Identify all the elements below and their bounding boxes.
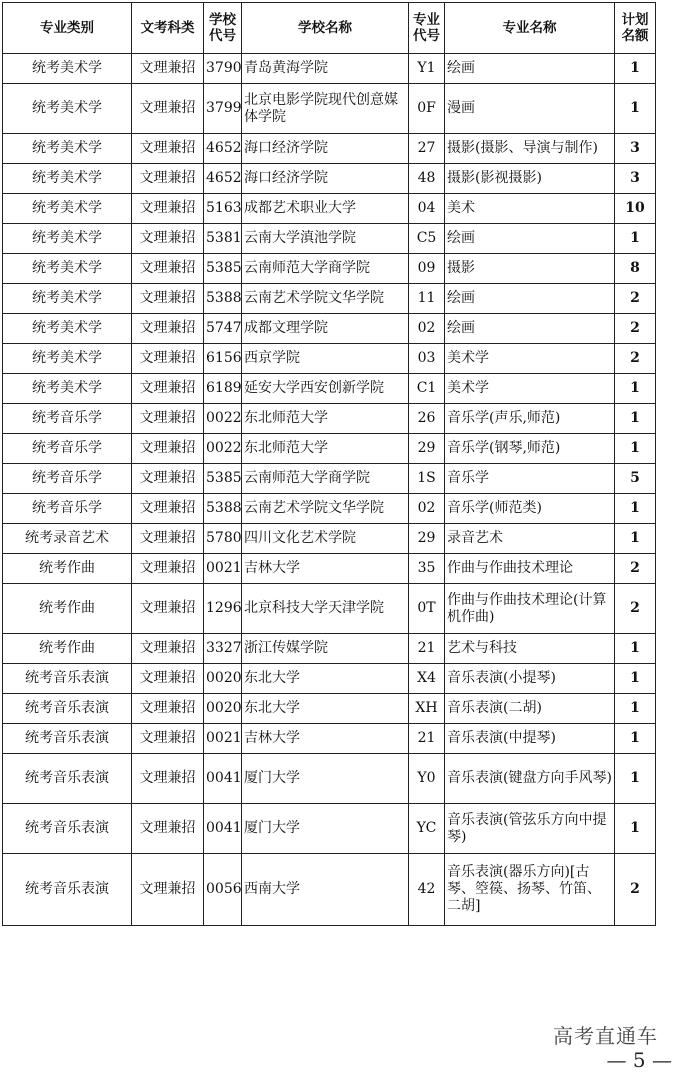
cell-school-code: 5385 [204,254,242,284]
cell-major-code: 1S [409,464,445,494]
cell-major-name: 作曲与作曲技术理论 [445,554,615,584]
cell-school-code: 0020 [204,664,242,694]
cell-category: 统考美术学 [3,344,132,374]
cell-category: 统考音乐学 [3,434,132,464]
cell-school-code: 5747 [204,314,242,344]
table-row [3,634,656,664]
table-row [3,854,656,926]
cell-major-name: 音乐表演(器乐方向)[古琴、箜篌、扬琴、竹笛、二胡] [445,854,615,926]
header-school-name: 学校名称 [242,3,409,54]
cell-major-code: 11 [409,284,445,314]
cell-subject: 文理兼招 [132,284,204,314]
table-row [3,314,656,344]
cell-major-name: 绘画 [445,224,615,254]
cell-major-code: XH [409,694,445,724]
cell-school-name: 延安大学西安创新学院 [242,374,409,404]
cell-category: 统考音乐学 [3,464,132,494]
table-header-row [3,3,656,54]
cell-quota: 3 [615,134,656,164]
cell-quota: 1 [615,434,656,464]
header-major-name: 专业名称 [445,3,615,54]
cell-school-code: 5388 [204,284,242,314]
cell-major-name: 绘画 [445,314,615,344]
cell-quota: 1 [615,634,656,664]
cell-subject: 文理兼招 [132,164,204,194]
header-category: 专业类别 [3,3,132,54]
cell-school-code: 0021 [204,554,242,584]
cell-subject: 文理兼招 [132,344,204,374]
cell-major-name: 音乐表演(中提琴) [445,724,615,754]
cell-major-code: 27 [409,134,445,164]
cell-major-name: 绘画 [445,284,615,314]
cell-subject: 文理兼招 [132,634,204,664]
cell-school-code: 5163 [204,194,242,224]
cell-school-name: 西南大学 [242,854,409,926]
table-row [3,694,656,724]
cell-school-name: 北京电影学院现代创意媒体学院 [242,84,409,134]
cell-quota: 1 [615,754,656,804]
cell-school-code: 6156 [204,344,242,374]
cell-major-code: 42 [409,854,445,926]
table-row [3,164,656,194]
table-row [3,194,656,224]
cell-quota: 2 [615,344,656,374]
cell-subject: 文理兼招 [132,404,204,434]
cell-quota: 3 [615,164,656,194]
table-row [3,804,656,854]
cell-major-code: 03 [409,344,445,374]
cell-quota: 8 [615,254,656,284]
cell-major-name: 漫画 [445,84,615,134]
cell-category: 统考音乐表演 [3,804,132,854]
cell-major-code: Y0 [409,754,445,804]
cell-school-name: 东北师范大学 [242,434,409,464]
table-row [3,464,656,494]
cell-school-name: 云南艺术学院文华学院 [242,284,409,314]
header-school-code: 学校 代号 [204,3,242,54]
cell-major-name: 美术 [445,194,615,224]
cell-school-code: 0022 [204,434,242,464]
cell-subject: 文理兼招 [132,694,204,724]
cell-school-name: 海口经济学院 [242,164,409,194]
cell-quota: 1 [615,54,656,84]
cell-school-name: 东北师范大学 [242,404,409,434]
cell-school-code: 4652 [204,134,242,164]
cell-major-code: 48 [409,164,445,194]
cell-school-name: 北京科技大学天津学院 [242,584,409,634]
cell-major-name: 音乐学 [445,464,615,494]
cell-school-code: 5780 [204,524,242,554]
cell-subject: 文理兼招 [132,854,204,926]
cell-school-code: 0020 [204,694,242,724]
cell-category: 统考作曲 [3,554,132,584]
cell-category: 统考美术学 [3,84,132,134]
cell-school-name: 云南师范大学商学院 [242,464,409,494]
table-body [3,54,656,926]
cell-subject: 文理兼招 [132,134,204,164]
cell-category: 统考音乐表演 [3,724,132,754]
cell-major-name: 音乐表演(小提琴) [445,664,615,694]
cell-quota: 1 [615,374,656,404]
table-row [3,724,656,754]
cell-school-code: 5388 [204,494,242,524]
cell-subject: 文理兼招 [132,54,204,84]
cell-category: 统考音乐学 [3,494,132,524]
cell-major-code: X4 [409,664,445,694]
cell-major-name: 音乐表演(二胡) [445,694,615,724]
cell-quota: 2 [615,314,656,344]
cell-subject: 文理兼招 [132,314,204,344]
cell-major-code: 21 [409,724,445,754]
cell-category: 统考美术学 [3,314,132,344]
cell-major-code: YC [409,804,445,854]
cell-category: 统考美术学 [3,254,132,284]
cell-quota: 5 [615,464,656,494]
cell-major-code: 0T [409,584,445,634]
cell-major-name: 美术学 [445,374,615,404]
cell-major-name: 作曲与作曲技术理论(计算机作曲) [445,584,615,634]
table-row [3,494,656,524]
cell-subject: 文理兼招 [132,84,204,134]
cell-quota: 2 [615,554,656,584]
cell-subject: 文理兼招 [132,664,204,694]
cell-quota: 2 [615,584,656,634]
cell-major-code: 02 [409,314,445,344]
cell-school-name: 吉林大学 [242,724,409,754]
cell-category: 统考美术学 [3,374,132,404]
header-quota: 计划 名额 [615,3,656,54]
cell-major-name: 摄影 [445,254,615,284]
header-major-code: 专业 代号 [409,3,445,54]
cell-major-name: 艺术与科技 [445,634,615,664]
cell-school-name: 成都文理学院 [242,314,409,344]
cell-school-name: 云南师范大学商学院 [242,254,409,284]
cell-category: 统考录音艺术 [3,524,132,554]
cell-school-code: 0056 [204,854,242,926]
cell-quota: 1 [615,404,656,434]
cell-school-name: 四川文化艺术学院 [242,524,409,554]
cell-category: 统考音乐表演 [3,754,132,804]
cell-category: 统考音乐表演 [3,854,132,926]
cell-major-code: 26 [409,404,445,434]
cell-major-name: 音乐学(钢琴,师范) [445,434,615,464]
cell-school-code: 1296 [204,584,242,634]
cell-school-code: 3799 [204,84,242,134]
cell-quota: 1 [615,664,656,694]
cell-major-name: 音乐表演(键盘方向手风琴) [445,754,615,804]
cell-major-name: 音乐学(师范类) [445,494,615,524]
cell-category: 统考音乐学 [3,404,132,434]
cell-major-code: 29 [409,434,445,464]
cell-school-code: 5381 [204,224,242,254]
table-row [3,84,656,134]
cell-category: 统考音乐表演 [3,694,132,724]
cell-school-code: 4652 [204,164,242,194]
cell-school-code: 3790 [204,54,242,84]
cell-subject: 文理兼招 [132,584,204,634]
cell-major-name: 摄影(影视摄影) [445,164,615,194]
header-subject: 文考科类 [132,3,204,54]
table-row [3,374,656,404]
cell-school-name: 吉林大学 [242,554,409,584]
cell-major-name: 摄影(摄影、导演与制作) [445,134,615,164]
table-row [3,224,656,254]
cell-subject: 文理兼招 [132,194,204,224]
cell-subject: 文理兼招 [132,254,204,284]
cell-school-code: 3327 [204,634,242,664]
cell-category: 统考美术学 [3,164,132,194]
cell-category: 统考美术学 [3,194,132,224]
cell-major-code: C5 [409,224,445,254]
cell-subject: 文理兼招 [132,374,204,404]
cell-school-code: 0041 [204,754,242,804]
cell-school-code: 5385 [204,464,242,494]
table-row [3,434,656,464]
cell-major-code: 09 [409,254,445,284]
cell-major-code: 04 [409,194,445,224]
cell-school-name: 厦门大学 [242,754,409,804]
cell-quota: 2 [615,854,656,926]
cell-category: 统考美术学 [3,134,132,164]
cell-school-name: 海口经济学院 [242,134,409,164]
cell-category: 统考作曲 [3,634,132,664]
cell-school-code: 0041 [204,804,242,854]
table-row [3,134,656,164]
table-row [3,754,656,804]
cell-quota: 1 [615,84,656,134]
cell-school-code: 0022 [204,404,242,434]
cell-school-name: 青岛黄海学院 [242,54,409,84]
table-row [3,584,656,634]
cell-major-code: 29 [409,524,445,554]
cell-quota: 1 [615,494,656,524]
cell-category: 统考美术学 [3,224,132,254]
cell-quota: 1 [615,804,656,854]
cell-major-name: 音乐学(声乐,师范) [445,404,615,434]
table-row [3,524,656,554]
cell-major-code: 21 [409,634,445,664]
cell-major-name: 录音艺术 [445,524,615,554]
cell-category: 统考美术学 [3,54,132,84]
cell-subject: 文理兼招 [132,804,204,854]
table-row [3,284,656,314]
cell-major-name: 美术学 [445,344,615,374]
cell-major-code: 0F [409,84,445,134]
cell-school-name: 东北大学 [242,664,409,694]
table-row [3,404,656,434]
cell-quota: 1 [615,724,656,754]
cell-school-name: 成都艺术职业大学 [242,194,409,224]
cell-major-code: 35 [409,554,445,584]
cell-quota: 10 [615,194,656,224]
cell-major-code: C1 [409,374,445,404]
cell-school-name: 浙江传媒学院 [242,634,409,664]
cell-school-name: 东北大学 [242,694,409,724]
cell-school-name: 厦门大学 [242,804,409,854]
cell-subject: 文理兼招 [132,224,204,254]
cell-subject: 文理兼招 [132,554,204,584]
watermark-brand: 高考直通车 [553,1024,658,1048]
cell-subject: 文理兼招 [132,754,204,804]
cell-quota: 1 [615,524,656,554]
cell-major-name: 音乐表演(管弦乐方向中提琴) [445,804,615,854]
cell-subject: 文理兼招 [132,494,204,524]
table-row [3,344,656,374]
cell-quota: 1 [615,224,656,254]
table-row [3,664,656,694]
cell-school-name: 西京学院 [242,344,409,374]
cell-subject: 文理兼招 [132,724,204,754]
cell-major-name: 绘画 [445,54,615,84]
cell-major-code: Y1 [409,54,445,84]
cell-school-code: 6189 [204,374,242,404]
cell-school-code: 0021 [204,724,242,754]
cell-major-code: 02 [409,494,445,524]
page-number: — 5 — [606,1048,672,1072]
table-row [3,54,656,84]
cell-category: 统考音乐表演 [3,664,132,694]
cell-category: 统考作曲 [3,584,132,634]
enrollment-plan-table [2,2,656,926]
cell-subject: 文理兼招 [132,434,204,464]
cell-quota: 1 [615,694,656,724]
cell-category: 统考美术学 [3,284,132,314]
table-row [3,554,656,584]
cell-subject: 文理兼招 [132,464,204,494]
cell-school-name: 云南艺术学院文华学院 [242,494,409,524]
cell-subject: 文理兼招 [132,524,204,554]
cell-school-name: 云南大学滇池学院 [242,224,409,254]
cell-quota: 2 [615,284,656,314]
table-row [3,254,656,284]
